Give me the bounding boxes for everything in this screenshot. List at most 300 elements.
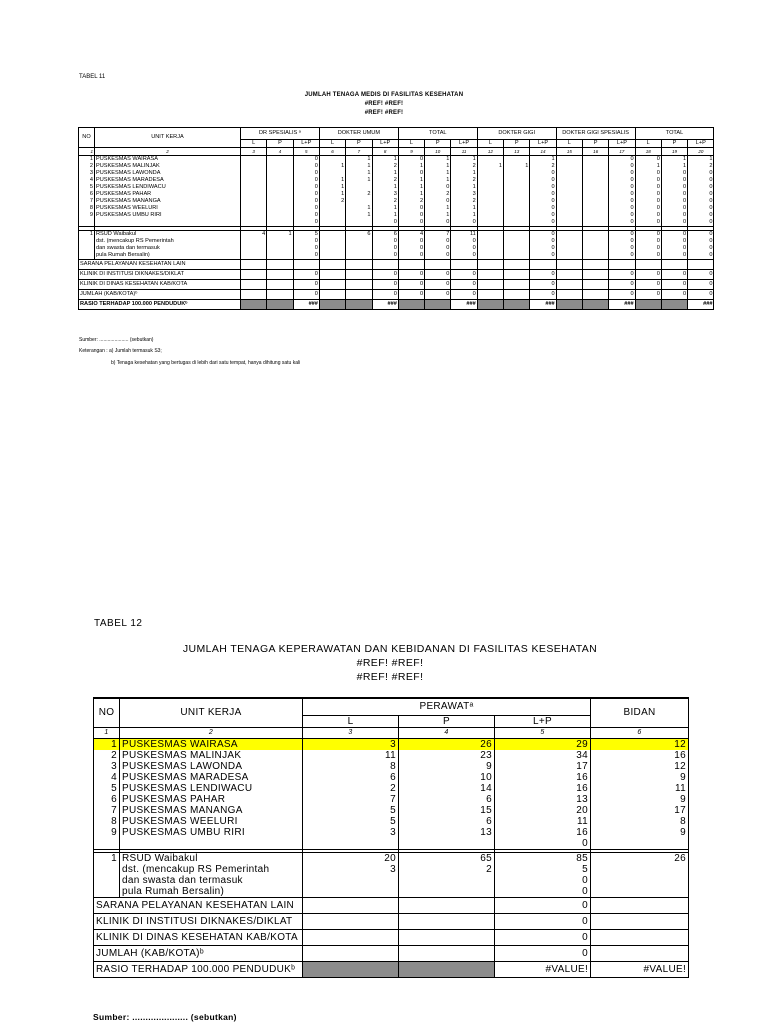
table11-row <box>79 212 714 219</box>
table11-value-cell <box>477 212 503 219</box>
table12-jumlah-row-cell <box>591 946 689 962</box>
table11-rasio-row-cell <box>582 300 608 310</box>
table11-value-cell <box>241 198 267 205</box>
table12-sarana-row-cell <box>399 898 495 914</box>
table11-rasio-row-cell: ### <box>293 300 319 310</box>
table11-value-cell: 2 <box>451 163 477 170</box>
table11-klinik-institusi-row-cell: 0 <box>530 270 556 280</box>
table12-lp-cell: 16 <box>495 772 591 783</box>
table11-value-cell: 1 <box>530 156 556 164</box>
table11-no-cell <box>79 219 95 227</box>
table12-row <box>94 750 689 761</box>
table11-klinik-institusi-row-cell: 0 <box>635 270 661 280</box>
table11-value-cell <box>346 184 372 191</box>
table12-p-cell <box>399 886 495 898</box>
table11-value-cell: 1 <box>425 177 451 184</box>
table11-unit-cell: PUSKESMAS LAWONDA <box>95 170 241 177</box>
table11-value-cell <box>267 238 293 245</box>
table11-value-cell: 1 <box>346 156 372 164</box>
table12-lp-cell: 29 <box>495 739 591 751</box>
table11-colnum-cell: 16 <box>582 148 608 156</box>
table12-p-cell: 15 <box>399 805 495 816</box>
table11-header-row <box>79 128 714 140</box>
table12-lp-cell: 0 <box>495 886 591 898</box>
table12-lp-cell: 20 <box>495 805 591 816</box>
table12-sarana-row-label: SARANA PELAYANAN KESEHATAN LAIN <box>94 898 303 914</box>
table11-value-cell: 1 <box>688 156 714 164</box>
table11-value-cell: 0 <box>609 156 635 164</box>
table11-subheader-cell: L <box>635 140 661 148</box>
table11-value-cell: 0 <box>688 238 714 245</box>
table11-unit-cell: PUSKESMAS WEELURI <box>95 205 241 212</box>
table11-value-cell: 0 <box>661 170 687 177</box>
table11-value-cell <box>582 156 608 164</box>
table11-value-cell: 0 <box>688 198 714 205</box>
table11-value-cell <box>556 177 582 184</box>
table11-value-cell <box>556 191 582 198</box>
table11-value-cell <box>582 177 608 184</box>
table12-p-cell: 6 <box>399 794 495 805</box>
table11-sarana-row-cell <box>504 260 530 270</box>
table11-klinik-institusi-row-cell <box>556 270 582 280</box>
table11-value-cell: 1 <box>504 163 530 170</box>
table11-value-cell: 2 <box>372 177 398 184</box>
table12-colnum-cell: 3 <box>303 728 399 739</box>
table11-value-cell: 1 <box>477 163 503 170</box>
table12-header-p: P <box>399 716 495 728</box>
table11-value-cell: 0 <box>688 212 714 219</box>
table11-klinik-institusi-row-cell <box>504 270 530 280</box>
table11-value-cell <box>582 198 608 205</box>
table11-colnum-cell: 19 <box>661 148 687 156</box>
table11-unit-cell: PUSKESMAS PAHAR <box>95 191 241 198</box>
table11-value-cell <box>319 252 345 260</box>
table11-value-cell: 0 <box>293 198 319 205</box>
table11-sarana-row-cell <box>530 260 556 270</box>
table11-value-cell: 0 <box>661 238 687 245</box>
table12-lp-cell: 16 <box>495 783 591 794</box>
table11-no-cell: 2 <box>79 163 95 170</box>
table11-value-cell: 2 <box>451 198 477 205</box>
table11-row <box>79 198 714 205</box>
table11-klinik-dinas-row-cell: 0 <box>609 280 635 290</box>
table11-value-cell: 7 <box>425 231 451 239</box>
table11-rasio-row-cell: ### <box>451 300 477 310</box>
table11-value-cell: 0 <box>425 219 451 227</box>
table11-klinik-dinas-row-cell: 0 <box>398 280 424 290</box>
table11-value-cell: 0 <box>635 177 661 184</box>
table11-value-cell <box>267 156 293 164</box>
table12-l-cell: 7 <box>303 794 399 805</box>
table12 <box>93 697 689 978</box>
table11-subheader-cell: L+P <box>372 140 398 148</box>
table12-l-cell: 3 <box>303 864 399 875</box>
table11-value-cell: 0 <box>372 245 398 252</box>
table11-value-cell: 0 <box>398 245 424 252</box>
table11-klinik-institusi-row-cell: 0 <box>425 270 451 280</box>
table12-sarana-row-cell <box>303 898 399 914</box>
table12-row <box>94 794 689 805</box>
table11-value-cell <box>477 191 503 198</box>
table11-value-cell <box>267 184 293 191</box>
table11-jumlah-row-cell <box>504 290 530 300</box>
table11-sarana-row-cell <box>556 260 582 270</box>
table12-header-bidan: BIDAN <box>591 698 689 728</box>
table11-klinik-dinas-row-cell: 0 <box>530 280 556 290</box>
table11-jumlah-row-cell: 0 <box>451 290 477 300</box>
table11-value-cell: 1 <box>451 170 477 177</box>
table11-klinik-institusi-row-cell <box>477 270 503 280</box>
table11-jumlah-row-cell: 0 <box>688 290 714 300</box>
table12-l-cell: 11 <box>303 750 399 761</box>
table12-unit-cell: pula Rumah Bersalin) <box>120 886 303 898</box>
table12-l-cell <box>303 875 399 886</box>
table11-value-cell: 0 <box>688 170 714 177</box>
table11-value-cell: 0 <box>635 219 661 227</box>
table11-value-cell <box>582 191 608 198</box>
table11-value-cell: 0 <box>609 170 635 177</box>
table11-no-cell: 9 <box>79 212 95 219</box>
table12-lp-cell: 0 <box>495 875 591 886</box>
table11-subtitle-2: #REF! #REF! <box>364 110 404 116</box>
table11-value-cell: 0 <box>398 212 424 219</box>
table11-value-cell: 0 <box>293 156 319 164</box>
table11-colnum-cell: 15 <box>556 148 582 156</box>
table11-value-cell: 1 <box>661 163 687 170</box>
table12-unit-cell: dan swasta dan termasuk <box>120 875 303 886</box>
table12-l-cell: 8 <box>303 761 399 772</box>
table11-value-cell: 0 <box>635 156 661 164</box>
table11-klinik-institusi-row-cell: 0 <box>293 270 319 280</box>
table11-value-cell: 0 <box>372 219 398 227</box>
table12-unit-cell: PUSKESMAS MARADESA <box>120 772 303 783</box>
table11-title: JUMLAH TENAGA MEDIS DI FASILITAS KESEHATAN <box>304 92 464 98</box>
table11-subheader-cell: L <box>477 140 503 148</box>
table12-klinik-dinas-row-cell <box>399 930 495 946</box>
table12-p-cell: 26 <box>399 739 495 751</box>
table11-no-cell <box>79 245 95 252</box>
table11-value-cell: 0 <box>661 205 687 212</box>
table12-bidan-cell: 16 <box>591 750 689 761</box>
table12-subtitle-1: #REF! #REF! <box>356 657 424 669</box>
table11-value-cell <box>267 205 293 212</box>
table12-unit-cell: PUSKESMAS WEELURI <box>120 816 303 827</box>
table11-value-cell: 1 <box>346 163 372 170</box>
table11-klinik-institusi-row-cell <box>319 270 345 280</box>
table11-no-cell: 5 <box>79 184 95 191</box>
table12-colnum-cell: 4 <box>399 728 495 739</box>
table11-rasio-row-cell <box>267 300 293 310</box>
table11-value-cell: 0 <box>609 205 635 212</box>
table11-klinik-institusi-row-cell <box>241 270 267 280</box>
table11-value-cell: 0 <box>661 198 687 205</box>
table11-klinik-dinas-row-cell <box>556 280 582 290</box>
table11-jumlah-row-cell: 0 <box>530 290 556 300</box>
table11-value-cell: 0 <box>635 245 661 252</box>
table11-sarana-row-cell <box>688 260 714 270</box>
table12-l-cell <box>303 838 399 850</box>
table12-bidan-cell <box>591 864 689 875</box>
table11-jumlah-row-cell: 0 <box>635 290 661 300</box>
table12-p-cell: 6 <box>399 816 495 827</box>
table12-klinik-dinas-row-cell <box>591 930 689 946</box>
table11-value-cell <box>477 177 503 184</box>
table11-header-total-gigi: TOTAL <box>635 128 714 140</box>
table11-value-cell: 0 <box>451 252 477 260</box>
table11-rasio-row-cell <box>241 300 267 310</box>
table11-klinik-institusi-row-cell: 0 <box>688 270 714 280</box>
table12-no-cell: 5 <box>94 783 120 794</box>
table11-value-cell: 0 <box>425 252 451 260</box>
table11-value-cell: 0 <box>293 170 319 177</box>
table11-jumlah-row-label: JUMLAH (KAB/KOTA)ᵇ <box>79 290 241 300</box>
table11-sarana-row-cell <box>241 260 267 270</box>
table11-value-cell <box>319 205 345 212</box>
table11-klinik-institusi-row-cell: 0 <box>661 270 687 280</box>
table11-value-cell <box>582 252 608 260</box>
table11-value-cell <box>582 245 608 252</box>
table11-value-cell: 1 <box>319 177 345 184</box>
table11-value-cell: 0 <box>635 184 661 191</box>
table11-value-cell: 0 <box>451 245 477 252</box>
table11-sarana-row-cell <box>346 260 372 270</box>
table11-value-cell <box>319 219 345 227</box>
table11-klinik-dinas-row-cell <box>582 280 608 290</box>
table11-value-cell: 1 <box>346 177 372 184</box>
table11-value-cell <box>241 205 267 212</box>
table11-value-cell: 1 <box>346 212 372 219</box>
table11-value-cell: 0 <box>661 212 687 219</box>
table11-value-cell: 1 <box>372 205 398 212</box>
table11-value-cell <box>319 245 345 252</box>
table11-subheader-cell: P <box>661 140 687 148</box>
table11-jumlah-row-cell: 0 <box>372 290 398 300</box>
table12-no-cell: 8 <box>94 816 120 827</box>
table12-bidan-cell: 12 <box>591 761 689 772</box>
table11-value-cell: 1 <box>319 163 345 170</box>
table12-lp-cell: 5 <box>495 864 591 875</box>
table11-value-cell: 1 <box>451 184 477 191</box>
table11-sarana-row-cell <box>319 260 345 270</box>
table11-klinik-dinas-row-cell: 0 <box>451 280 477 290</box>
table12-sarana-row <box>94 898 689 914</box>
table11-value-cell: 1 <box>346 170 372 177</box>
table11-value-cell: 0 <box>609 198 635 205</box>
table11 <box>78 127 714 310</box>
table11-subheader-cell: P <box>267 140 293 148</box>
table11-klinik-institusi-row-cell: 0 <box>609 270 635 280</box>
table11-value-cell: 5 <box>293 231 319 239</box>
table11-klinik-dinas-row <box>79 280 714 290</box>
table11-unit-cell: RSUD Waibakul <box>95 231 241 239</box>
table11-rasio-row-cell: ### <box>530 300 556 310</box>
table11-no-cell: 1 <box>79 156 95 164</box>
table11-value-cell <box>267 198 293 205</box>
table11-value-cell: 1 <box>425 212 451 219</box>
table11-value-cell: 2 <box>530 163 556 170</box>
table11-value-cell <box>504 245 530 252</box>
table11-value-cell: 0 <box>372 238 398 245</box>
table11-value-cell <box>241 219 267 227</box>
table11-jumlah-row-cell: 0 <box>293 290 319 300</box>
table11-value-cell: 0 <box>398 219 424 227</box>
table11-sarana-row-cell <box>293 260 319 270</box>
table11-colnum-cell: 4 <box>267 148 293 156</box>
table11-value-cell: 0 <box>530 184 556 191</box>
table11-value-cell: 1 <box>451 212 477 219</box>
table11-value-cell: 0 <box>661 231 687 239</box>
table11-header-dr-spesialis: DR SPESIALIS ᵃ <box>241 128 320 140</box>
table11-value-cell <box>504 198 530 205</box>
table11-klinik-dinas-row-cell <box>241 280 267 290</box>
table11-row <box>79 191 714 198</box>
table11-value-cell <box>556 156 582 164</box>
table11-value-cell: 1 <box>372 212 398 219</box>
table11-klinik-institusi-row-cell <box>346 270 372 280</box>
table11-row <box>79 163 714 170</box>
table12-klinik-dinas-row-label: KLINIK DI DINAS KESEHATAN KAB/KOTA <box>94 930 303 946</box>
table12-header-perawat: PERAWATᵃ <box>303 698 591 716</box>
table11-header-dokter-gigi-spesialis: DOKTER GIGI SPESIALIS <box>556 128 635 140</box>
table11-sarana-row-cell <box>477 260 503 270</box>
table12-bidan-cell: 8 <box>591 816 689 827</box>
table11-row <box>79 184 714 191</box>
table11-unit-cell: PUSKESMAS MALINJAK <box>95 163 241 170</box>
table12-lp-cell: 34 <box>495 750 591 761</box>
table11-value-cell <box>504 212 530 219</box>
table12-klinik-dinas-row-lp-cell: 0 <box>495 930 591 946</box>
table11-header-unit: UNIT KERJA <box>95 128 241 148</box>
table11-sarana-row-cell <box>582 260 608 270</box>
table11-value-cell <box>504 170 530 177</box>
table12-unit-cell: RSUD Waibakul <box>120 853 303 865</box>
table12-l-cell: 20 <box>303 853 399 865</box>
table11-value-cell <box>319 212 345 219</box>
table11-sarana-row-cell <box>635 260 661 270</box>
table11-value-cell <box>504 205 530 212</box>
table11-sarana-row-cell <box>398 260 424 270</box>
table11-value-cell: 0 <box>398 205 424 212</box>
table11-value-cell <box>582 163 608 170</box>
table11-note-b: b) Tenaga kesehatan yang bertugas di lebih dari satu tempat, hanya dihitung satu kali <box>111 360 301 366</box>
table12-klinik-dinas-row-cell <box>303 930 399 946</box>
table12-p-cell: 14 <box>399 783 495 794</box>
table12-jumlah-row <box>94 946 689 962</box>
table11-value-cell: 0 <box>530 198 556 205</box>
table11-jumlah-row-cell <box>319 290 345 300</box>
table11-klinik-institusi-row-cell: 0 <box>451 270 477 280</box>
table12-bidan-cell <box>591 838 689 850</box>
table11-klinik-institusi-row-cell: 0 <box>398 270 424 280</box>
table12-row <box>94 886 689 898</box>
table11-value-cell: 0 <box>609 191 635 198</box>
table12-lp-cell: 85 <box>495 853 591 865</box>
table11-jumlah-row-cell <box>556 290 582 300</box>
table11-value-cell <box>504 252 530 260</box>
table12-jumlah-row-cell <box>303 946 399 962</box>
table11-rasio-row-cell: ### <box>609 300 635 310</box>
table11-value-cell: 0 <box>293 252 319 260</box>
table11-value-cell: 0 <box>530 177 556 184</box>
table11-value-cell <box>556 245 582 252</box>
table12-colnum-cell: 1 <box>94 728 120 739</box>
table11-value-cell <box>582 219 608 227</box>
table11-rasio-row-label: RASIO TERHADAP 100.000 PENDUDUKᵇ <box>79 300 241 310</box>
table12-klinik-institusi-row-label: KLINIK DI INSTITUSI DIKNAKES/DIKLAT <box>94 914 303 930</box>
table12-no-cell: 3 <box>94 761 120 772</box>
table11-value-cell <box>556 170 582 177</box>
table12-row <box>94 816 689 827</box>
table11-value-cell: 0 <box>661 219 687 227</box>
table11-value-cell <box>319 156 345 164</box>
table11-value-cell <box>477 219 503 227</box>
table11-klinik-dinas-row-cell: 0 <box>635 280 661 290</box>
table12-rasio-row-lp-cell: #VALUE! <box>495 962 591 978</box>
table11-value-cell: 0 <box>609 177 635 184</box>
table11-value-cell: 0 <box>398 252 424 260</box>
table11-sarana-row-cell <box>609 260 635 270</box>
table11-unit-cell: PUSKESMAS MANANGA <box>95 198 241 205</box>
table11-klinik-dinas-row-label: KLINIK DI DINAS KESEHATAN KAB/KOTA <box>79 280 241 290</box>
table11-value-cell <box>582 184 608 191</box>
table12-no-cell: 2 <box>94 750 120 761</box>
table11-unit-cell: PUSKESMAS WAIRASA <box>95 156 241 164</box>
table11-rasio-row-cell: ### <box>688 300 714 310</box>
table12-l-cell: 3 <box>303 739 399 751</box>
table11-value-cell: 0 <box>661 245 687 252</box>
table11-colnum-cell: 12 <box>477 148 503 156</box>
table11-subheader-cell: L+P <box>609 140 635 148</box>
table11-value-cell: 0 <box>530 212 556 219</box>
table12-jumlah-row-label: JUMLAH (KAB/KOTA)ᵇ <box>94 946 303 962</box>
table12-l-cell: 6 <box>303 772 399 783</box>
table11-value-cell <box>241 238 267 245</box>
table11-value-cell: 0 <box>451 219 477 227</box>
table12-klinik-institusi-row-cell <box>591 914 689 930</box>
table12-bidan-cell: 26 <box>591 853 689 865</box>
table11-jumlah-row-cell: 0 <box>398 290 424 300</box>
table11-klinik-dinas-row-cell <box>504 280 530 290</box>
table11-value-cell: 0 <box>609 163 635 170</box>
table11-value-cell: 2 <box>372 163 398 170</box>
table11-value-cell <box>556 198 582 205</box>
table12-jumlah-row-cell <box>399 946 495 962</box>
table11-sarana-row-cell <box>425 260 451 270</box>
table11-value-cell: 0 <box>635 170 661 177</box>
table11-value-cell <box>241 170 267 177</box>
table11-rasio-row-cell <box>556 300 582 310</box>
table11-row <box>79 205 714 212</box>
table12-unit-cell: PUSKESMAS WAIRASA <box>120 739 303 751</box>
table11-value-cell: 1 <box>425 205 451 212</box>
table12-klinik-institusi-row-cell <box>303 914 399 930</box>
table11-value-cell: 6 <box>346 231 372 239</box>
table12-klinik-institusi-row-lp-cell: 0 <box>495 914 591 930</box>
table11-colnum-cell: 18 <box>635 148 661 156</box>
table11-value-cell: 0 <box>530 191 556 198</box>
table11-value-cell: 0 <box>398 156 424 164</box>
table11-value-cell <box>477 198 503 205</box>
table11-value-cell: 1 <box>425 156 451 164</box>
table12-rasio-row-bidan-cell: #VALUE! <box>591 962 689 978</box>
table11-value-cell: 2 <box>398 198 424 205</box>
table11-value-cell: 0 <box>293 219 319 227</box>
table11-colnum-cell: 10 <box>425 148 451 156</box>
table11-unit-cell: dan swasta dan termasuk <box>95 245 241 252</box>
table12-row <box>94 838 689 850</box>
table11-rasio-row-cell <box>319 300 345 310</box>
table12-bidan-cell <box>591 875 689 886</box>
